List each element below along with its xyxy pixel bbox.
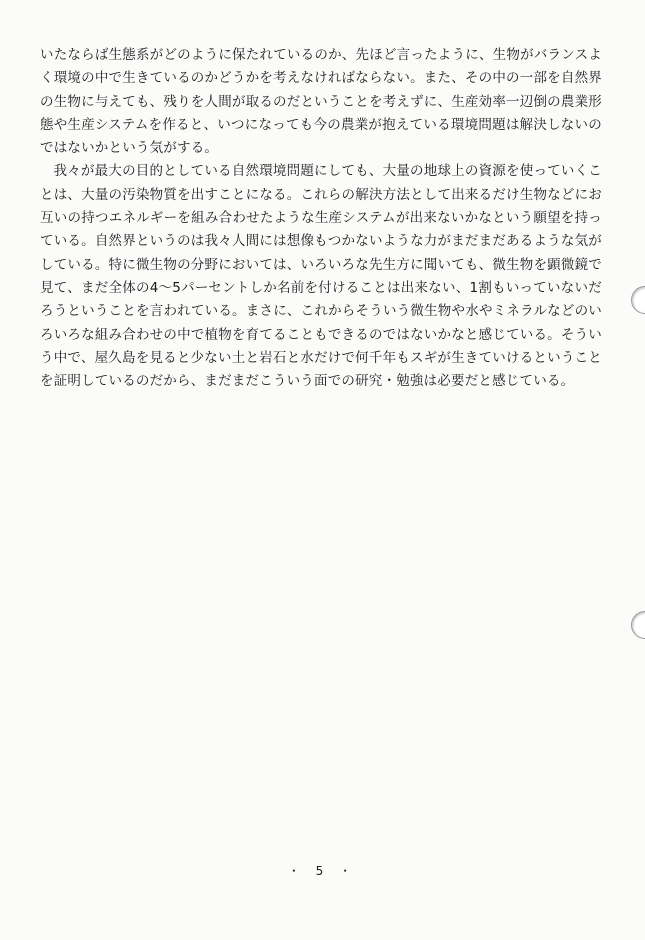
binder-hole-top [631,286,645,314]
page-number: ・ 5 ・ [287,864,358,878]
body-text [40,44,602,393]
paragraph-1: いたならば生態系がどのように保たれているのか、先ほど言ったように、生物がバランスよく環境の中で生きているのかどうかを考えなければならない。また、その中の一部を自然界の生物に与えても、残りを人間が取るのだということを考えずに、生産効率一辺倒の農業形態や生産システムを作ると、いつになっても今の農業が抱えている環境問題は解決しないのではないかという気がする。 [40,47,602,157]
paragraph-2: 我々が最大の目的としている自然環境問題にしても、大量の地球上の資源を使っていくことは、大量の汚染物質を出すことになる。これらの解決方法として出来るだけ生物などにお互いの持つエネルギーを組み合わせたような生産システムが出来ないかなという願望を持っている。自然界というのは我々人間には想像もつかないような力がまだまだあるような気がしている。特に微生物の分野においては、いろいろな先生方に聞いても、微生物を顕微鏡で見て、まだ全体の4～5パーセントしか名前を付けることは出来ない、1割もいっていないだろうということを言われている。まさに、これからそういう微生物や水やミネラルなどのいろいろな組み合わせの中で植物を育てることもできるのではないかなと感じている。そういう中で、屋久島を見ると少ない土と岩石と水だけで何千年もスギが生きていけるということを証明しているのだから、まだまだこういう面での研究・勉強は必要だと感じている。 [40,163,602,390]
binder-hole-bottom [631,611,645,639]
